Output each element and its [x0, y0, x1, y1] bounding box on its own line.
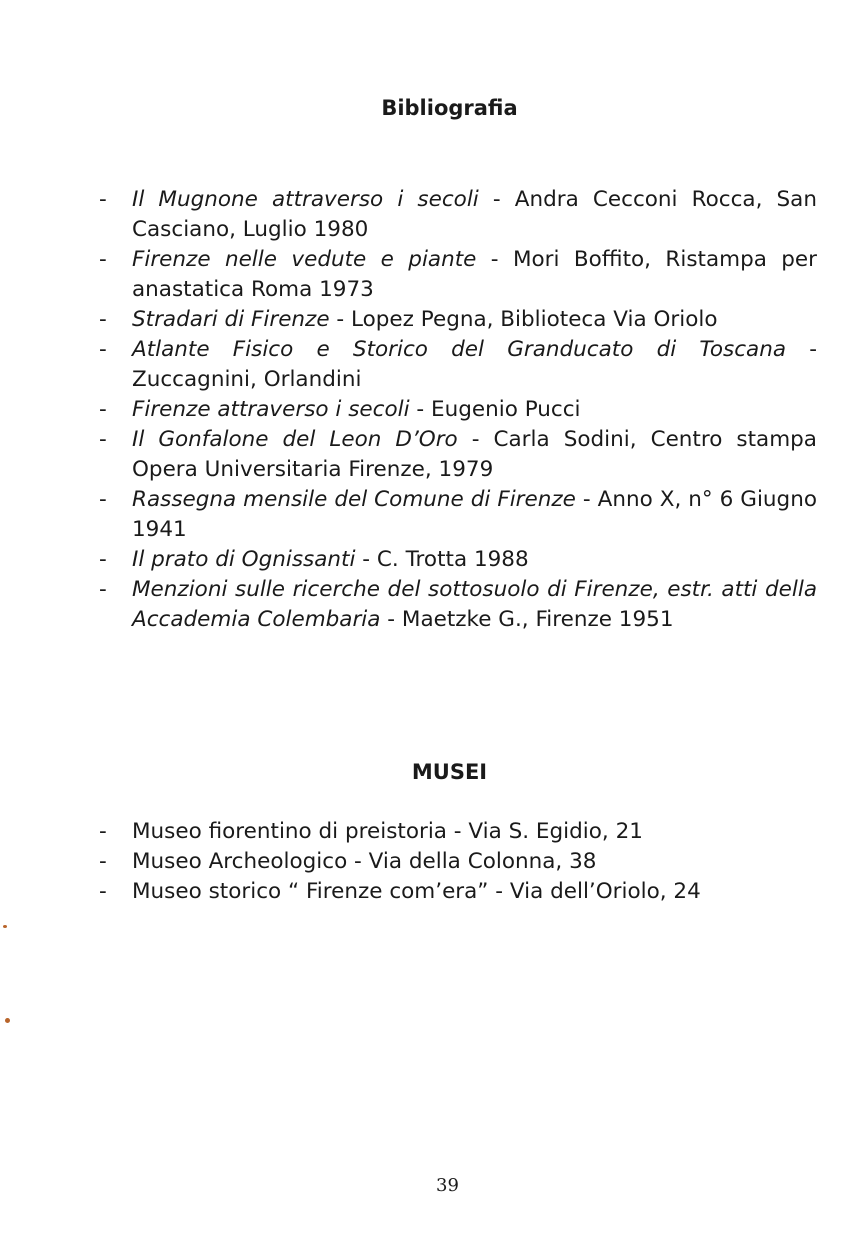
- bibliography-item-title: Atlante Fisico e Storico del Granducato di Toscana: [132, 337, 787, 362]
- list-dash: -: [99, 427, 107, 452]
- separator: -: [476, 247, 513, 272]
- separator: -: [786, 337, 817, 362]
- bibliography-item-details: Carla Sodini, Centro stampa Opera Universitaria Firenze, 1979: [132, 427, 817, 482]
- museum-item: [97, 847, 817, 877]
- museums-list: [97, 817, 817, 907]
- separator: -: [575, 487, 598, 512]
- museum-item-text: Museo storico “ Firenze com’era” - Via dell’Oriolo, 24: [132, 879, 701, 904]
- bibliography-item-details: Andra Cecconi Rocca, San Casciano, Luglio 1980: [132, 187, 817, 242]
- separator: -: [457, 427, 494, 452]
- museum-item-text: Museo Archeologico - Via della Colonna, 38: [132, 849, 597, 874]
- page-number: 39: [436, 1175, 459, 1196]
- bibliography-item-title: Rassegna mensile del Comune di Firenze: [132, 487, 576, 512]
- separator: -: [329, 307, 352, 332]
- separator: -: [355, 547, 377, 572]
- bibliography-item-details: C. Trotta 1988: [376, 547, 529, 572]
- paper-speck: [5, 1018, 10, 1023]
- museum-item: [97, 877, 817, 907]
- bibliography-item-title: Il Mugnone attraverso i secoli: [132, 187, 479, 212]
- bibliography-item: [97, 335, 817, 395]
- list-dash: -: [99, 247, 107, 272]
- bibliography-item-details: Anno X, n° 6 Giugno 1941: [132, 487, 817, 542]
- list-dash: -: [99, 879, 107, 904]
- bibliography-item-title: Il prato di Ognissanti: [132, 547, 356, 572]
- paper-speck: [3, 925, 7, 928]
- bibliography-item-title: Il Gonfalone del Leon D’Oro: [132, 427, 458, 452]
- museum-item-text: Museo fiorentino di preistoria - Via S. Egidio, 21: [132, 819, 643, 844]
- list-dash: -: [99, 307, 107, 332]
- bibliography-item: [97, 545, 817, 575]
- bibliography-item: [97, 245, 817, 305]
- bibliography-item-title: Firenze attraverso i secoli: [132, 397, 410, 422]
- list-dash: -: [99, 547, 107, 572]
- bibliography-item-details: Zuccagnini, Orlandini: [132, 367, 362, 392]
- bibliography-item-details: Mori Boffito, Ristampa per anastatica Roma 1973: [132, 247, 818, 302]
- museum-item: [97, 817, 817, 847]
- list-dash: -: [99, 187, 107, 212]
- bibliography-list: [97, 185, 817, 635]
- bibliography-item-details: Maetzke G., Firenze 1951: [401, 607, 674, 632]
- list-dash: -: [99, 397, 107, 422]
- bibliography-item-title: Firenze nelle vedute e piante: [132, 247, 477, 272]
- bibliography-item: [97, 575, 817, 635]
- list-dash: -: [99, 577, 107, 602]
- list-dash: -: [99, 849, 107, 874]
- bibliography-item: [97, 395, 817, 425]
- list-dash: -: [99, 487, 107, 512]
- bibliography-item: [97, 305, 817, 335]
- separator: -: [380, 607, 402, 632]
- bibliography-item-title: Stradari di Firenze: [132, 307, 330, 332]
- separator: -: [478, 187, 515, 212]
- bibliography-item: [97, 185, 817, 245]
- list-dash: -: [99, 819, 107, 844]
- bibliography-item: [97, 485, 817, 545]
- list-dash: -: [99, 337, 107, 362]
- bibliography-item: [97, 425, 817, 485]
- bibliography-item-details: Lopez Pegna, Biblioteca Via Oriolo: [351, 307, 718, 332]
- separator: -: [409, 397, 432, 422]
- bibliography-heading: Bibliografia: [381, 96, 518, 120]
- bibliography-item-title: Menzioni sulle ricerche del sottosuolo di Firenze, estr. atti della Accademia Colembaria: [132, 577, 817, 632]
- museums-heading: MUSEI: [411, 760, 488, 784]
- bibliography-item-details: Eugenio Pucci: [431, 397, 581, 422]
